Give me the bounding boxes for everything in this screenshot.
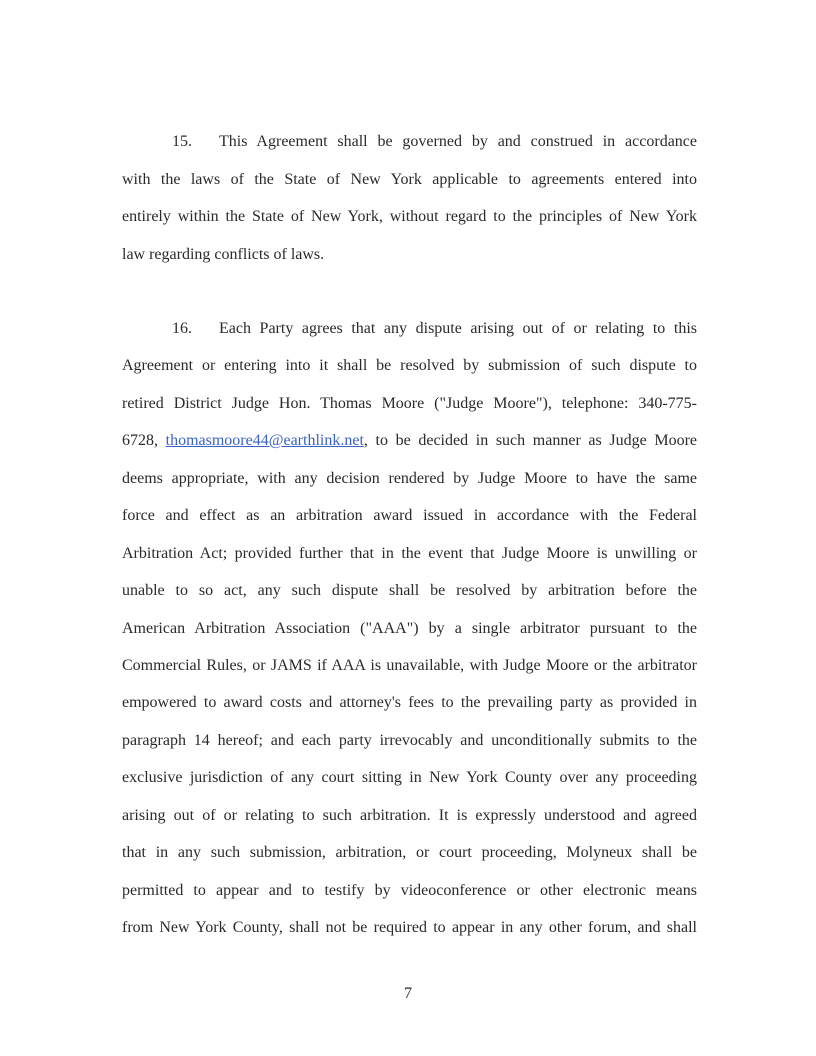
paragraph-line: Commercial Rules, or JAMS if AAA is unavailable, with Judge Moore or the arbitrator [122, 657, 697, 674]
paragraph-number: 16. [172, 320, 192, 337]
paragraph-line: exclusive jurisdiction of any court sitting in New York County over any proceeding [122, 769, 697, 786]
paragraph-line: that in any such submission, arbitration, or court proceeding, Molyneux shall be [122, 844, 697, 861]
paragraph-line-email [122, 430, 697, 452]
paragraph-number: 15. [172, 133, 192, 150]
paragraph-text: Each Party agrees that any dispute arising out of or relating to this [219, 320, 697, 337]
paragraph-line: arising out of or relating to such arbitration. It is expressly understood and agreed [122, 807, 697, 824]
paragraph-line: deems appropriate, with any decision rendered by Judge Moore to have the same [122, 470, 697, 487]
paragraph-line: force and effect as an arbitration award issued in accordance with the Federal [122, 507, 697, 524]
paragraph-line: empowered to award costs and attorney's fees to the prevailing party as provided in [122, 694, 697, 711]
text: 6728, [122, 432, 166, 449]
email-link[interactable]: thomasmoore44@earthlink.net [165, 432, 364, 449]
paragraph-16-first-line [122, 318, 697, 340]
paragraph-line: law regarding conflicts of laws. [122, 246, 325, 263]
paragraph-15-first-line [122, 131, 697, 153]
paragraph-line: Arbitration Act; provided further that in the event that Judge Moore is unwilling or [122, 545, 697, 562]
paragraph-line: unable to so act, any such dispute shall be resolved by arbitration before the [122, 582, 697, 599]
page-number: 7 [404, 985, 412, 1002]
paragraph-line: permitted to appear and to testify by videoconference or other electronic means [122, 882, 697, 899]
paragraph-line: American Arbitration Association ("AAA") by a single arbitrator pursuant to the [122, 620, 697, 637]
paragraph-line: from New York County, shall not be required to appear in any other forum, and shall [122, 919, 697, 936]
text: , to be decided in such manner as Judge Moore [363, 432, 698, 449]
paragraph-line: paragraph 14 hereof; and each party irrevocably and unconditionally submits to the [122, 732, 697, 749]
paragraph-line: entirely within the State of New York, without regard to the principles of New York [122, 208, 697, 225]
paragraph-line: with the laws of the State of New York applicable to agreements entered into [122, 171, 697, 188]
paragraph-line: Agreement or entering into it shall be resolved by submission of such dispute to [122, 357, 697, 374]
paragraph-text: This Agreement shall be governed by and construed in accordance [219, 133, 697, 150]
paragraph-line: retired District Judge Hon. Thomas Moore ("Judge Moore"), telephone: 340-775- [122, 395, 697, 412]
